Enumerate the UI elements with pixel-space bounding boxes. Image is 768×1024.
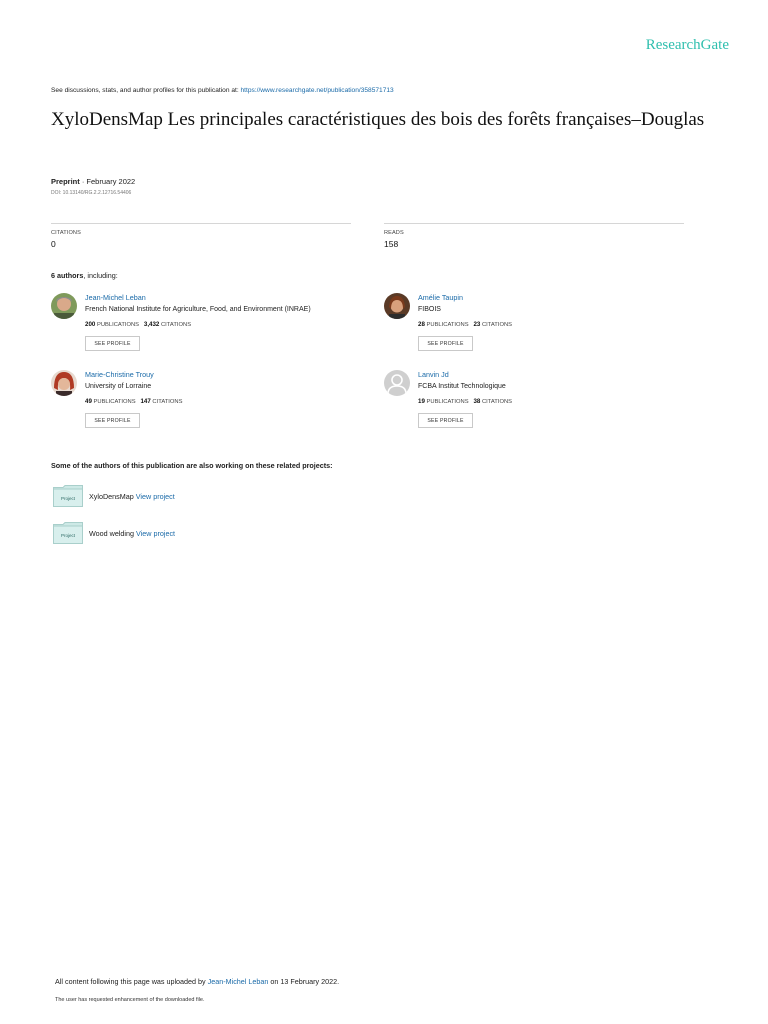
author-institution: University of Lorraine bbox=[85, 383, 152, 390]
project-item bbox=[53, 522, 353, 544]
author-citations-count: 147 bbox=[140, 398, 151, 405]
project-folder-icon bbox=[53, 485, 83, 507]
author-citations-count: 3,432 bbox=[143, 321, 160, 328]
publication-meta bbox=[51, 177, 135, 186]
author-stats bbox=[418, 321, 512, 328]
project-icon-label: Project bbox=[60, 533, 76, 538]
author-name-link[interactable]: Lanvin Jd bbox=[418, 370, 449, 379]
reads-stat bbox=[384, 223, 684, 249]
publication-title: XyloDensMap Les principales caractéristiques des bois des forêts françaises–Douglas bbox=[51, 109, 705, 130]
reads-value: 158 bbox=[384, 239, 399, 249]
author-name-link[interactable]: Marie-Christine Trouy bbox=[85, 370, 154, 379]
author-institution: FIBOIS bbox=[418, 306, 441, 313]
project-item bbox=[53, 485, 353, 507]
author-stats bbox=[85, 321, 191, 328]
author-stats bbox=[85, 398, 182, 405]
author-citations-count: 23 bbox=[473, 321, 481, 328]
author-publications-label: PUBLICATIONS bbox=[426, 322, 469, 328]
author-institution: FCBA Institut Technologique bbox=[418, 383, 506, 390]
upload-prefix: All content following this page was uploaded by bbox=[55, 977, 208, 986]
author-institution: French National Institute for Agriculture, Food, and Environment (INRAE) bbox=[85, 306, 311, 313]
authors-heading-suffix: , including: bbox=[83, 271, 118, 280]
project-name: XyloDensMap bbox=[89, 492, 134, 501]
publication-url-link[interactable]: https://www.researchgate.net/publication/358571713 bbox=[240, 87, 394, 94]
author-card bbox=[51, 293, 371, 363]
author-stats bbox=[418, 398, 512, 405]
see-profile-button[interactable]: SEE PROFILE bbox=[418, 413, 473, 428]
publication-doi: DOI: 10.13140/RG.2.2.12716.54406 bbox=[51, 190, 132, 196]
author-citations-label: CITATIONS bbox=[152, 399, 183, 405]
author-card bbox=[384, 370, 704, 440]
authors-heading bbox=[51, 271, 118, 280]
discussion-line bbox=[51, 87, 394, 94]
author-publications-count: 200 bbox=[85, 321, 96, 328]
project-folder-icon bbox=[53, 522, 83, 544]
author-publications-count: 49 bbox=[85, 398, 92, 405]
author-publications-count: 28 bbox=[418, 321, 425, 328]
author-avatar[interactable] bbox=[384, 293, 410, 319]
project-entry bbox=[89, 529, 175, 538]
author-avatar[interactable] bbox=[51, 370, 77, 396]
see-profile-button[interactable]: SEE PROFILE bbox=[85, 336, 140, 351]
citations-label: CITATIONS bbox=[51, 230, 81, 236]
see-profile-button[interactable]: SEE PROFILE bbox=[85, 413, 140, 428]
author-name-link[interactable]: Amélie Taupin bbox=[418, 293, 464, 302]
author-avatar[interactable] bbox=[51, 293, 77, 319]
uploader-link[interactable]: Jean-Michel Leban bbox=[207, 977, 269, 986]
project-icon-label: Project bbox=[60, 496, 76, 501]
project-name: Wood welding bbox=[89, 529, 135, 538]
author-citations-count: 38 bbox=[473, 398, 481, 405]
authors-count: 6 authors bbox=[51, 271, 84, 280]
upload-suffix: on 13 February 2022. bbox=[268, 977, 340, 986]
see-profile-button[interactable]: SEE PROFILE bbox=[418, 336, 473, 351]
author-publications-label: PUBLICATIONS bbox=[426, 399, 469, 405]
default-avatar-icon[interactable] bbox=[384, 370, 410, 396]
researchgate-logo[interactable]: ResearchGate bbox=[645, 37, 729, 53]
citations-value: 0 bbox=[51, 239, 56, 249]
publication-date: · February 2022 bbox=[79, 177, 136, 186]
author-card bbox=[384, 293, 704, 363]
citations-stat bbox=[51, 223, 351, 249]
author-publications-label: PUBLICATIONS bbox=[93, 399, 136, 405]
author-citations-label: CITATIONS bbox=[481, 322, 513, 328]
author-publications-count: 19 bbox=[418, 398, 425, 405]
reads-label: READS bbox=[384, 230, 404, 236]
author-citations-label: CITATIONS bbox=[161, 322, 192, 328]
view-project-link[interactable]: View project bbox=[136, 529, 176, 538]
author-publications-label: PUBLICATIONS bbox=[96, 322, 140, 328]
view-project-link[interactable]: View project bbox=[135, 492, 175, 501]
discussion-text: See discussions, stats, and author profiles for this publication at: bbox=[51, 87, 241, 94]
publication-type: Preprint bbox=[51, 177, 80, 186]
project-entry bbox=[89, 492, 175, 501]
author-citations-label: CITATIONS bbox=[481, 399, 513, 405]
upload-info bbox=[55, 977, 339, 986]
author-name-link[interactable]: Jean-Michel Leban bbox=[85, 293, 146, 302]
enhancement-note: The user has requested enhancement of the downloaded file. bbox=[55, 997, 205, 1003]
projects-heading: Some of the authors of this publication are also working on these related projects: bbox=[51, 461, 333, 470]
author-card bbox=[51, 370, 371, 440]
